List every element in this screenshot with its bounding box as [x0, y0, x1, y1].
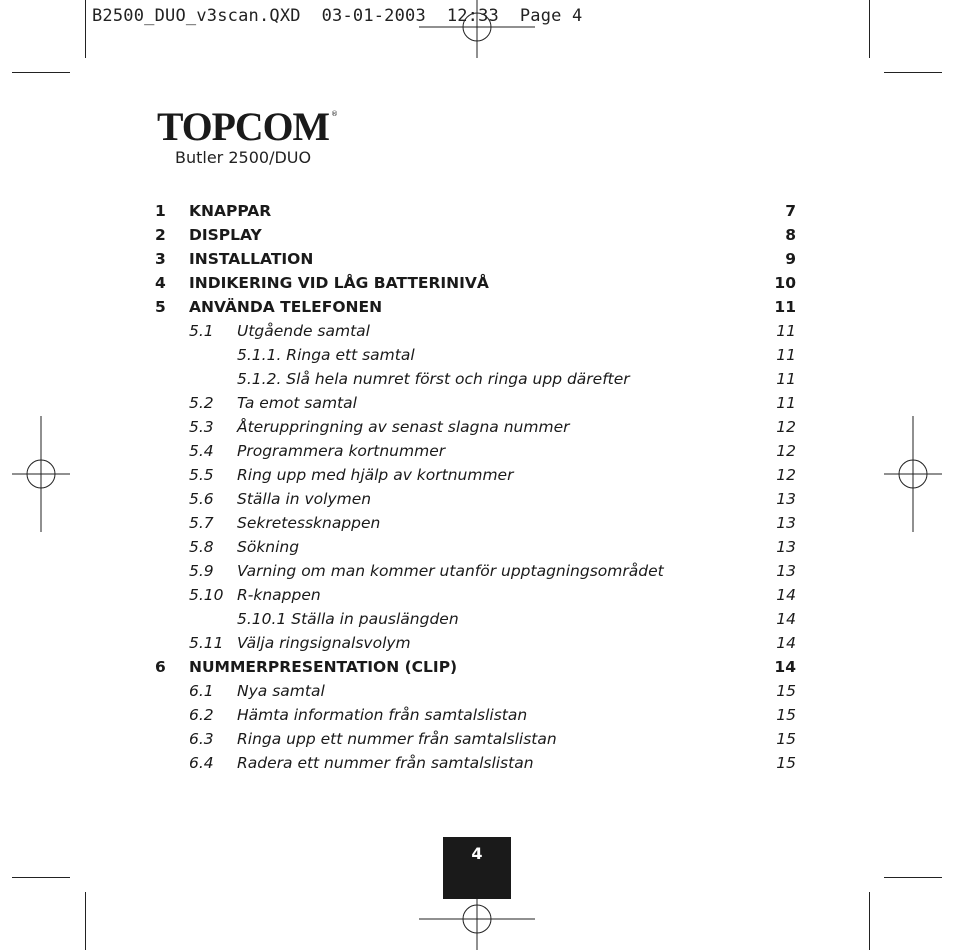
toc-entry-title: Ring upp med hjälp av kortnummer	[237, 466, 514, 484]
toc-entry-number: 3	[155, 250, 166, 268]
toc-entry	[0, 655, 954, 679]
toc-entry	[0, 751, 954, 775]
toc-entry	[0, 463, 954, 487]
toc-entry	[0, 199, 954, 223]
toc-entry-page: 12	[776, 418, 796, 436]
toc-entry	[0, 415, 954, 439]
toc-entry-title: ANVÄNDA TELEFONEN	[189, 298, 383, 316]
toc-entry	[0, 367, 954, 391]
toc-entry-page: 15	[776, 730, 796, 748]
toc-entry	[0, 487, 954, 511]
toc-entry-number: 6.2	[189, 706, 214, 724]
toc-entry	[0, 391, 954, 415]
crop-mark-bottom-left-vertical	[85, 892, 86, 950]
toc-entry-number: 5	[155, 298, 166, 316]
toc-entry-title: Ställa in volymen	[237, 490, 372, 508]
toc-entry-title: Sekretessknappen	[237, 514, 381, 532]
toc-entry-page: 10	[774, 274, 796, 292]
toc-entry-page: 15	[776, 754, 796, 772]
registration-mark-bottom-icon	[419, 892, 535, 950]
toc-entry	[0, 679, 954, 703]
toc-entry-title: R-knappen	[237, 586, 321, 604]
toc-entry-number: 5.6	[189, 490, 214, 508]
toc-entry-title: Utgående samtal	[237, 322, 370, 340]
crop-mark-top-left-vertical	[85, 0, 86, 58]
toc-entry-page: 13	[776, 514, 796, 532]
toc-entry-title: Hämta information från samtalslistan	[237, 706, 528, 724]
toc-entry-number: 5.3	[189, 418, 214, 436]
crop-mark-bottom-right-vertical	[869, 892, 870, 950]
toc-entry	[0, 271, 954, 295]
toc-entry-number: 4	[155, 274, 166, 292]
toc-entry-title: Ringa upp ett nummer från samtalslistan	[237, 730, 557, 748]
toc-entry-page: 11	[776, 346, 796, 364]
toc-entry	[0, 535, 954, 559]
toc-entry-page: 7	[785, 202, 796, 220]
page-number-box	[443, 837, 511, 899]
toc-entry-title: KNAPPAR	[189, 202, 272, 220]
toc-entry-page: 12	[776, 466, 796, 484]
toc-entry-number: 5.7	[189, 514, 214, 532]
toc-entry-number: 5.10	[189, 586, 224, 604]
toc-entry-title: Nya samtal	[237, 682, 325, 700]
toc-entry-title: 5.1.2. Slå hela numret först och ringa upp därefter	[237, 370, 630, 388]
slug-time: 12:33	[446, 6, 499, 26]
toc-entry-page: 11	[776, 322, 796, 340]
model-name: Butler 2500/DUO	[175, 148, 312, 167]
svg-text:®: ®	[331, 110, 338, 118]
page-number: 4	[471, 844, 483, 863]
toc-entry	[0, 727, 954, 751]
toc-entry	[0, 511, 954, 535]
toc-entry-title: Programmera kortnummer	[237, 442, 446, 460]
toc-entry-page: 14	[776, 634, 796, 652]
slug-page-label: Page 4	[519, 6, 583, 26]
toc-entry-number: 5.11	[189, 634, 224, 652]
toc-entry-number: 6.1	[189, 682, 214, 700]
toc-entry-page: 11	[776, 370, 796, 388]
toc-entry-page: 14	[776, 586, 796, 604]
toc-entry	[0, 703, 954, 727]
toc-entry-page: 15	[776, 682, 796, 700]
toc-entry-page: 13	[776, 562, 796, 580]
toc-entry-title: DISPLAY	[189, 226, 262, 244]
toc-entry-title: INDIKERING VID LÅG BATTERINIVÅ	[189, 274, 489, 292]
slug-date: 03-01-2003	[321, 6, 426, 26]
toc-entry	[0, 319, 954, 343]
toc-entry	[0, 247, 954, 271]
toc-entry-title: Ta emot samtal	[237, 394, 357, 412]
crop-mark-top-left-horizontal	[12, 72, 70, 73]
toc-entry-page: 13	[776, 538, 796, 556]
toc-entry-title: Varning om man kommer utanför upptagningsområdet	[237, 562, 664, 580]
toc-entry	[0, 439, 954, 463]
toc-entry-title: 5.1.1. Ringa ett samtal	[237, 346, 415, 364]
toc-entry-number: 5.9	[189, 562, 214, 580]
toc-entry-number: 5.1	[189, 322, 214, 340]
crop-mark-bottom-left-horizontal	[12, 877, 70, 878]
toc-entry-number: 5.8	[189, 538, 214, 556]
toc-entry-number: 6.3	[189, 730, 214, 748]
toc-entry-title: 5.10.1 Ställa in pauslängden	[237, 610, 459, 628]
slug-file-name: B2500_DUO_v3scan.QXD	[92, 6, 301, 26]
toc-entry-title: INSTALLATION	[189, 250, 314, 268]
toc-entry-title: Återuppringning av senast slagna nummer	[237, 418, 570, 436]
toc-entry	[0, 343, 954, 367]
toc-entry-page: 13	[776, 490, 796, 508]
toc-entry-number: 1	[155, 202, 166, 220]
toc-entry-number: 5.2	[189, 394, 214, 412]
crop-mark-bottom-right-horizontal	[884, 877, 942, 878]
toc-entry-title: Välja ringsignalsvolym	[237, 634, 411, 652]
registration-mark-top-icon	[419, 0, 535, 58]
crop-mark-top-right-vertical	[869, 0, 870, 58]
toc-entry-number: 6.4	[189, 754, 214, 772]
toc-entry	[0, 223, 954, 247]
table-of-contents	[0, 199, 954, 775]
toc-entry	[0, 559, 954, 583]
toc-entry-title: NUMMERPRESENTATION (CLIP)	[189, 658, 458, 676]
toc-entry-page: 9	[785, 250, 796, 268]
crop-mark-top-right-horizontal	[884, 72, 942, 73]
logo-wordmark: TOPCOM	[157, 104, 330, 149]
toc-entry-number: 5.5	[189, 466, 214, 484]
toc-entry-number: 2	[155, 226, 166, 244]
toc-entry-number: 6	[155, 658, 166, 676]
toc-entry	[0, 583, 954, 607]
toc-entry-number: 5.4	[189, 442, 214, 460]
topcom-logo	[157, 104, 338, 149]
toc-entry-page: 11	[776, 394, 796, 412]
toc-entry-page: 15	[776, 706, 796, 724]
toc-entry	[0, 607, 954, 631]
toc-entry	[0, 295, 954, 319]
toc-entry-page: 8	[785, 226, 796, 244]
toc-entry-page: 14	[774, 658, 796, 676]
toc-entry-title: Radera ett nummer från samtalslistan	[237, 754, 534, 772]
toc-entry-page: 11	[774, 298, 796, 316]
toc-entry-page: 14	[776, 610, 796, 628]
toc-entry	[0, 631, 954, 655]
toc-entry-title: Sökning	[237, 538, 300, 556]
toc-entry-page: 12	[776, 442, 796, 460]
